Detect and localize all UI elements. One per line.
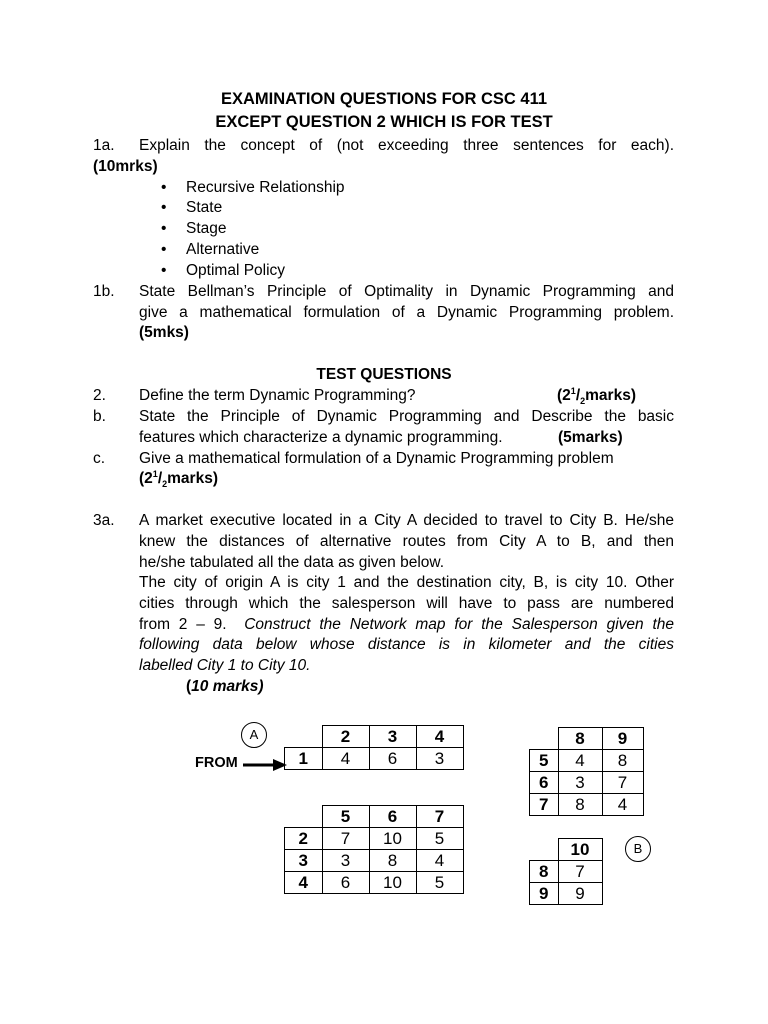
column-header: 2 <box>322 726 369 748</box>
from-label: FROM <box>195 755 238 771</box>
qb-number: b. <box>93 408 106 425</box>
table-cell: 4 <box>322 748 369 770</box>
row-header: 5 <box>530 750 559 772</box>
table-cell: 7 <box>558 861 602 883</box>
bullet-item: • Optimal Policy <box>186 261 285 281</box>
q2-text: Define the term Dynamic Programming? <box>139 387 416 404</box>
q3a-line: he/she tabulated all the data as given below. <box>139 554 445 571</box>
q1b-line: State Bellman’s Principle of Optimality in Dynamic Programming and <box>139 283 674 300</box>
qb-line: State the Principle of Dynamic Programming and Describe the basic <box>139 408 674 425</box>
q1a-text: Explain the concept of (not exceeding three sentences for each). <box>139 137 674 154</box>
row-header: 4 <box>285 872 323 894</box>
q3a-line: The city of origin A is city 1 and the destination city, B, is city 10. Other <box>139 574 674 591</box>
row-header: 9 <box>530 883 559 905</box>
table-cell: 4 <box>558 750 602 772</box>
row-header: 3 <box>285 850 323 872</box>
q1a-marks: (10mrks) <box>93 158 158 175</box>
column-header: 6 <box>369 806 416 828</box>
city-a-circle: A <box>241 722 267 748</box>
table-cell: 10 <box>369 872 416 894</box>
exam-subtitle: EXCEPT QUESTION 2 WHICH IS FOR TEST <box>215 113 553 131</box>
column-header: 8 <box>558 728 602 750</box>
q1a-number: 1a. <box>93 137 115 154</box>
column-header: 4 <box>416 726 463 748</box>
table-cell: 7 <box>322 828 369 850</box>
q1b-number: 1b. <box>93 283 115 300</box>
table-cell: 7 <box>602 772 643 794</box>
bullet-item: • Stage <box>186 219 227 239</box>
city-b-circle: B <box>625 836 651 862</box>
exam-title: EXAMINATION QUESTIONS FOR CSC 411 <box>220 90 548 108</box>
qc-line: Give a mathematical formulation of a Dynamic Programming problem <box>139 450 614 467</box>
row-header: 2 <box>285 828 323 850</box>
q1b-line: give a mathematical formulation of a Dynamic Programming problem. <box>139 304 674 321</box>
arrow-right-icon <box>243 757 288 773</box>
column-header: 9 <box>602 728 643 750</box>
column-header: 7 <box>416 806 463 828</box>
row-header: 1 <box>285 748 323 770</box>
table-cell: 4 <box>416 850 463 872</box>
test-heading: TEST QUESTIONS <box>316 366 452 383</box>
table-cell: 10 <box>369 828 416 850</box>
table-cell: 8 <box>558 794 602 816</box>
q3a-number: 3a. <box>93 512 115 529</box>
q3a-line: following data below whose distance is in kilometer and the cities <box>139 636 674 653</box>
q1b-marks: (5mks) <box>139 324 189 341</box>
table-cell: 5 <box>416 872 463 894</box>
row-header: 6 <box>530 772 559 794</box>
q3a-marks: (10 marks) <box>186 678 264 695</box>
bullet-item: • State <box>186 198 222 218</box>
row-header: 8 <box>530 861 559 883</box>
qb-line: features which characterize a dynamic programming. <box>139 429 503 446</box>
distance-table-1 <box>284 725 464 770</box>
table-cell: 6 <box>369 748 416 770</box>
q3a-line: labelled City 1 to City 10. <box>139 657 311 674</box>
qb-marks: (5marks) <box>558 429 623 446</box>
column-header: 5 <box>322 806 369 828</box>
table-cell: 3 <box>416 748 463 770</box>
q3a-line: knew the distances of alternative routes from City A to B, and then <box>139 533 674 550</box>
table-cell: 8 <box>602 750 643 772</box>
bullet-item: • Alternative <box>186 240 259 260</box>
distance-table-2 <box>284 805 464 894</box>
table-cell: 3 <box>322 850 369 872</box>
table-cell: 3 <box>558 772 602 794</box>
q3a-line: from 2 – 9. Construct the Network map for the Salesperson given the <box>139 616 674 633</box>
table-cell: 9 <box>558 883 602 905</box>
table-cell: 5 <box>416 828 463 850</box>
qc-number: c. <box>93 450 106 467</box>
table-cell: 4 <box>602 794 643 816</box>
bullet-item: • Recursive Relationship <box>186 178 345 198</box>
q2-number: 2. <box>93 387 106 404</box>
column-header: 10 <box>558 839 602 861</box>
q2-marks: $(2^1/_2marks)$ <box>557 385 636 407</box>
q3a-line: cities through which the salesperson will have to pass are numbered <box>139 595 674 612</box>
qc-marks: $(2^1/_2marks)$ <box>139 468 218 490</box>
table-cell: 6 <box>322 872 369 894</box>
distance-table-3 <box>529 727 644 816</box>
q3a-line: A market executive located in a City A decided to travel to City B. He/she <box>139 512 674 529</box>
distance-table-4 <box>529 838 603 905</box>
column-header: 3 <box>369 726 416 748</box>
row-header: 7 <box>530 794 559 816</box>
table-cell: 8 <box>369 850 416 872</box>
